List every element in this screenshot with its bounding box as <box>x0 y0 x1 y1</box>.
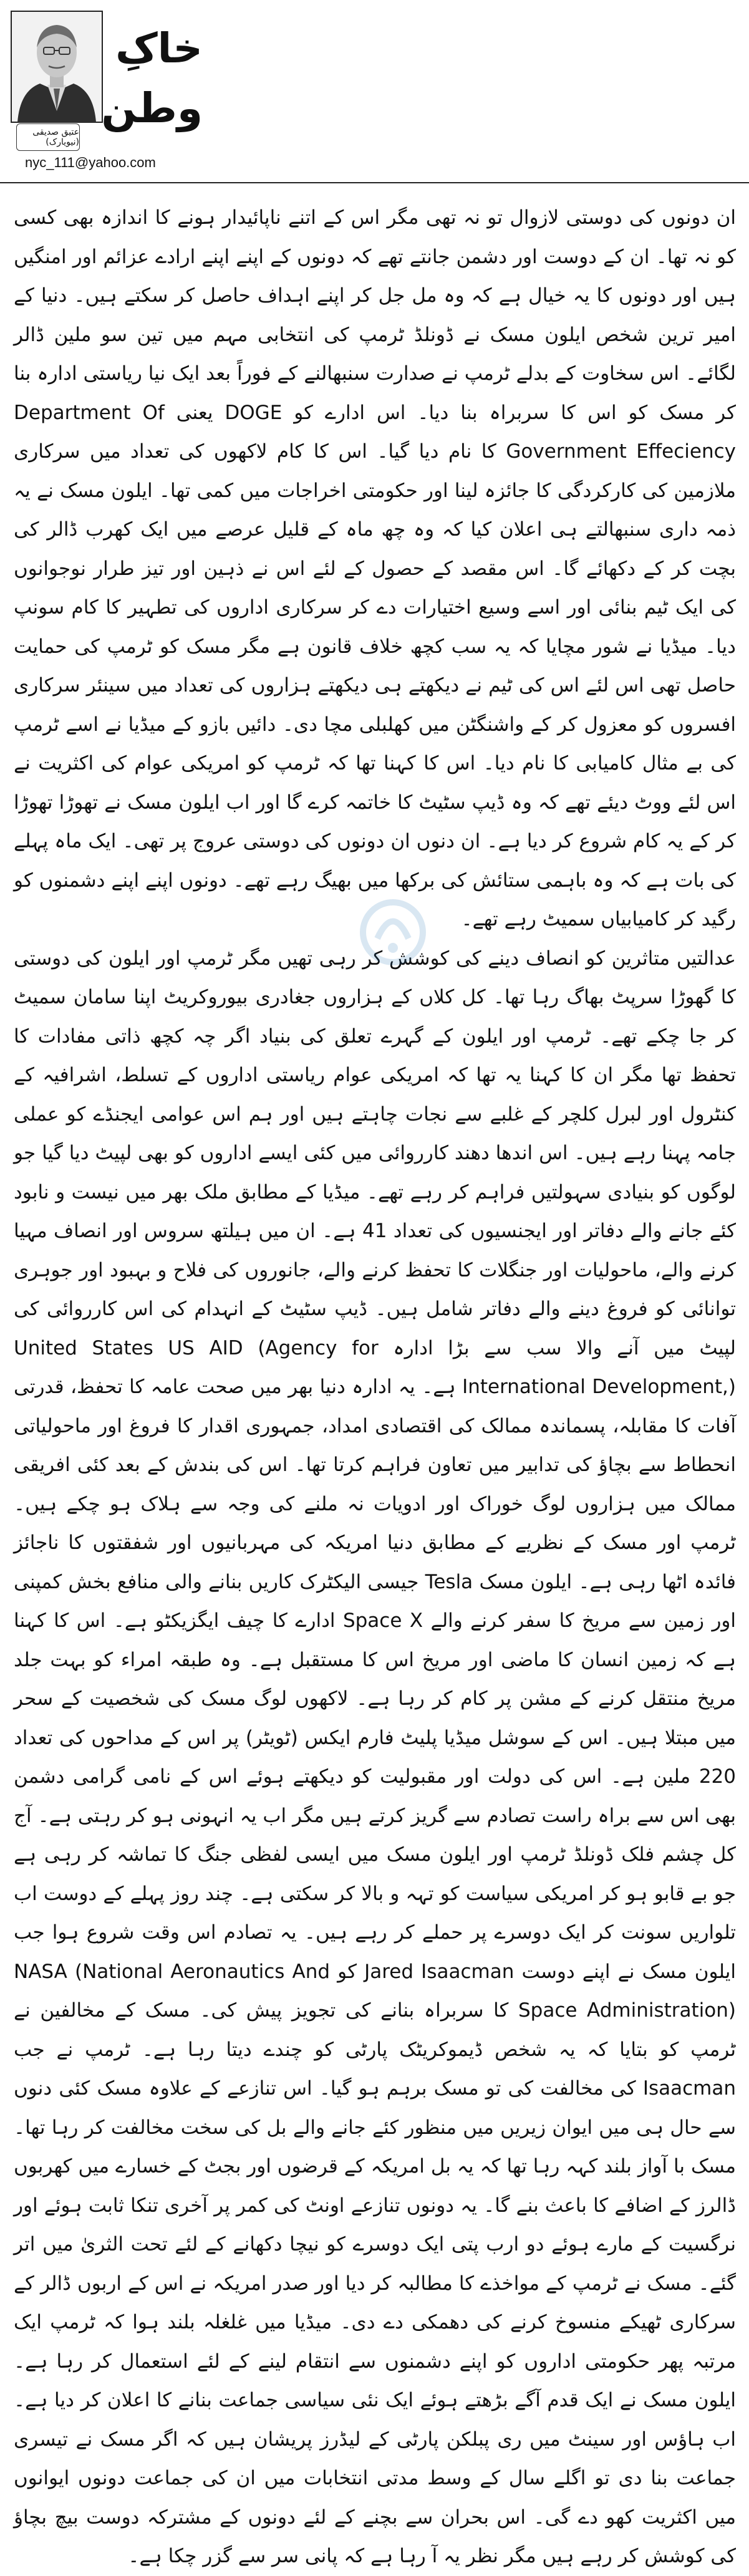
article-paragraph: عدالتیں متاثرین کو انصاف دینے کی کوشش کر رہی تھیں مگر ٹرمپ اور ایلون کی دوستی کا گھوڑا سرپٹ بھاگ رہا تھا۔ کل کلاں کے ہزاروں جغادری بیوروکریٹ اپنا سامان سمیٹ کر جا چکے تھے۔ ٹرمپ اور ایلون کے گہرے تعلق کی بنیاد اگر چہ کچھ ذاتی مفادات کا تحفظ تھا مگر ان کا کہنا یہ تھا کہ امریکی عوام ریاستی اداروں کے تسلط، اشرافیہ کے کنٹرول اور لبرل کلچر کے غلبے سے نجات چاہتے ہیں اور ہم اس عوامی ایجنڈے کو عملی جامہ پہنا رہے ہیں۔ اس اندھا دھند کارروائی میں کئی ایسے اداروں کو بھی لپیٹ دیا گیا جو لوگوں کو بنیادی سہولتیں فراہم کر رہے تھے۔ میڈیا کے مطابق ملک بھر میں نیست و نابود کئے جانے والے دفاتر اور ایجنسیوں کی تعداد 41 ہے۔ ان میں ہیلتھ سروس اور انصاف مہیا کرنے والے، ماحولیات اور جنگلات کا تحفظ کرنے والے، جانوروں کی فلاح و بہبود اور جوہری توانائی کو فروغ دینے والے دفاتر شامل ہیں۔ ڈیپ سٹیٹ کے انہدام کی اس کارروائی کی لپیٹ میں آنے والا سب سے بڑا ادارہ United States US AID (Agency for International Development,) ہے۔ یہ ادارہ دنیا بھر میں صحت عامہ کا تحفظ، قدرتی آفات کا مقابلہ، پسماندہ ممالک کی اقتصادی امداد، جمہوری اقدار کا فروغ اور ماحولیاتی انحطاط سے بچاؤ کی تدابیر میں تعاون فراہم کرتا تھا۔ اس کی بندش کے بعد کئی افریقی ممالک میں ہزاروں لوگ خوراک اور ادویات نہ ملنے کی وجہ سے ہلاک ہو چکے ہیں۔ ٹرمپ اور مسک کے نظریے کے مطابق دنیا امریکہ کی مہربانیوں اور شفقتوں کا ناجائز فائدہ اٹھا رہی ہے۔ ایلون مسک Tesla جیسی الیکٹرک کاریں بنانے والی منافع بخش کمپنی اور زمین سے مریخ کا سفر کرنے والے Space X ادارے کا چیف ایگزیکٹو ہے۔ اس کا کہنا ہے کہ زمین انسان کا ماضی اور مریخ اس کا مستقبل ہے۔ وہ طبقہ امراء کو بہت جلد مریخ منتقل کرنے کے مشن پر کام کر رہا ہے۔ لاکھوں لوگ مسک کی شخصیت کے سحر میں مبتلا ہیں۔ اس کے سوشل میڈیا پلیٹ فارم ایکس (ٹویٹر) پر اس کے مداحوں کی تعداد 220 ملین ہے۔ اس کی دولت اور مقبولیت کو دیکھتے ہوئے اس کے نامی گرامی دشمن بھی اس سے براہ راست تصادم سے گریز کرتے ہیں مگر اب یہ انہونی ہو کر رہتی ہے۔ آج کل چشم فلک ڈونلڈ ٹرمپ اور ایلون مسک میں ایسی لفظی جنگ کا تماشہ کر رہی ہے جو بے قابو ہو کر امریکی سیاست کو تہہ و بالا کر سکتی ہے۔ چند روز پہلے کے دوست اب تلواریں سونت کر ایک دوسرے پر حملے کر رہے ہیں۔ یہ تصادم اس وقت شروع ہوا جب ایلون مسک نے اپنے دوست Jared Isaacman کو NASA (National Aeronautics And Space Administration) کا سربراہ بنانے کی تجویز پیش کی۔ مسک کے مخالفین نے ٹرمپ کو بتایا کہ یہ شخص ڈیموکریٹک پارٹی کو چندے دیتا رہا ہے۔ ٹرمپ نے جب Isaacman کی مخالفت کی تو مسک برہم ہو گیا۔ اس تنازعے کے علاوہ مسک کئی دنوں سے حال ہی میں ایوان زیریں میں منظور کئے جانے والے بل کی سخت مخالفت کر رہا تھا۔ مسک با آواز بلند کہہ رہا تھا کہ یہ بل امریکہ کے قرضوں اور بجٹ کے خسارے میں کھربوں ڈالرز کے اضافے کا باعث بنے گا۔ یہ دونوں تنازعے اونٹ کی کمر پر آخری تنکا ثابت ہوئے اور نرگسیت کے مارے ہوئے دو ارب پتی ایک دوسرے کو نیچا دکھانے کے لئے تحت الثریٰ میں اتر گئے۔ مسک نے ٹرمپ کے مواخذے کا مطالبہ کر دیا اور صدر امریکہ نے اس کے اربوں ڈالر کے سرکاری ٹھیکے منسوخ کرنے کی دھمکی دے دی۔ میڈیا میں غلغلہ بلند ہوا کہ ٹرمپ ایک مرتبہ پھر حکومتی اداروں کو اپنے دشمنوں سے انتقام لینے کے لئے استعمال کر رہا ہے۔ ایلون مسک نے ایک قدم آگے بڑھتے ہوئے ایک نئی سیاسی جماعت بنانے کا اعلان کر دیا ہے۔ اب ہاؤس اور سینٹ میں ری پبلکن پارٹی کے لیڈرز پریشان ہیں کہ اگر مسک نے تیسری جماعت بنا دی تو اگلے سال کے وسط مدتی انتخابات میں ان کی جماعت دونوں ایوانوں میں اکثریت کھو دے گی۔ اس بحران سے بچنے کے لئے دونوں کے مشترکہ دوست بیچ بچاؤ کی کوشش کر رہے ہیں مگر نظر یہ آ رہا ہے کہ پانی سر سے گزر چکا ہے۔ <box>14 947 737 2567</box>
article-paragraph: ان دونوں کی دوستی لازوال تو نہ تھی مگر اس کے اتنے ناپائیدار ہونے کا اندازہ بھی کسی کو نہ تھا۔ ان کے دوست اور دشمن جانتے تھے کہ دونوں کے اپنے اپنے ارادے عزائم اور امنگیں ہیں اور دونوں کا یہ خیال ہے کہ وہ مل جل کر اپنے اہداف حاصل کر سکتے ہیں۔ دنیا کے امیر ترین شخص ایلون مسک نے ڈونلڈ ٹرمپ کی انتخابی مہم میں تین سو ملین ڈالر لگائے۔ اس سخاوت کے بدلے ٹرمپ نے صدارت سنبھالنے کے فوراً بعد ایک نیا ریاستی ادارہ بنا کر مسک کو اس کا سربراہ بنا دیا۔ اس ادارے کو DOGE یعنی Department Of Government Effeciency کا نام دیا گیا۔ اس کا کام لاکھوں کی تعداد میں سرکاری ملازمین کی کارکردگی کا جائزہ لینا اور حکومتی اخراجات میں کمی تھا۔ ایلون مسک نے یہ ذمہ داری سنبھالتے ہی اعلان کیا کہ وہ چھ ماہ کے قلیل عرصے میں ایک کھرب ڈالر کی بچت کر کے دکھائے گا۔ اس مقصد کے حصول کے لئے اس نے ذہین اور تیز طرار نوجوانوں کی ایک ٹیم بنائی اور اسے وسیع اختیارات دے کر سرکاری اداروں کی تطہیر کا کام سونپ دیا۔ میڈیا نے شور مچایا کہ یہ سب کچھ خلاف قانون ہے مگر مسک کو ٹرمپ کی حمایت حاصل تھی اس لئے اس کی ٹیم نے دیکھتے ہی دیکھتے ہزاروں کی تعداد میں سینئر سرکاری افسروں کو معزول کر کے واشنگٹن میں کھلبلی مچا دی۔ دائیں بازو کے میڈیا نے اسے ٹرمپ کی بے مثال کامیابی کا نام دیا۔ اس کا کہنا تھا کہ ٹرمپ کو امریکی عوام کی اکثریت نے اس لئے ووٹ دیئے تھے کہ وہ ڈیپ سٹیٹ کا خاتمہ کرے گا اور اب ایلون مسک نے تھوڑا تھوڑا کر کے یہ کام شروع کر دیا ہے۔ ان دنوں ان دونوں کی دوستی عروج پر تھی۔ ایک ماہ پہلے کی بات ہے کہ وہ باہمی ستائش کی برکھا میں بھیگ رہے تھے۔ دونوں اپنے اپنے دشمنوں کو رگید کر کامیابیاں سمیٹ رہے تھے۔ <box>14 206 737 930</box>
column-title <box>101 19 203 138</box>
article-body <box>14 198 737 2567</box>
column-title-line-1: خاکِ <box>115 24 203 72</box>
author-email[interactable]: nyc_111@yahoo.com <box>25 155 156 170</box>
header-divider <box>0 182 749 183</box>
column-title-line-2: وطن <box>101 84 203 132</box>
author-portrait <box>11 11 102 122</box>
column-header <box>0 0 749 187</box>
author-signature: عتیق صدیقی (نیویارک) <box>16 123 80 151</box>
